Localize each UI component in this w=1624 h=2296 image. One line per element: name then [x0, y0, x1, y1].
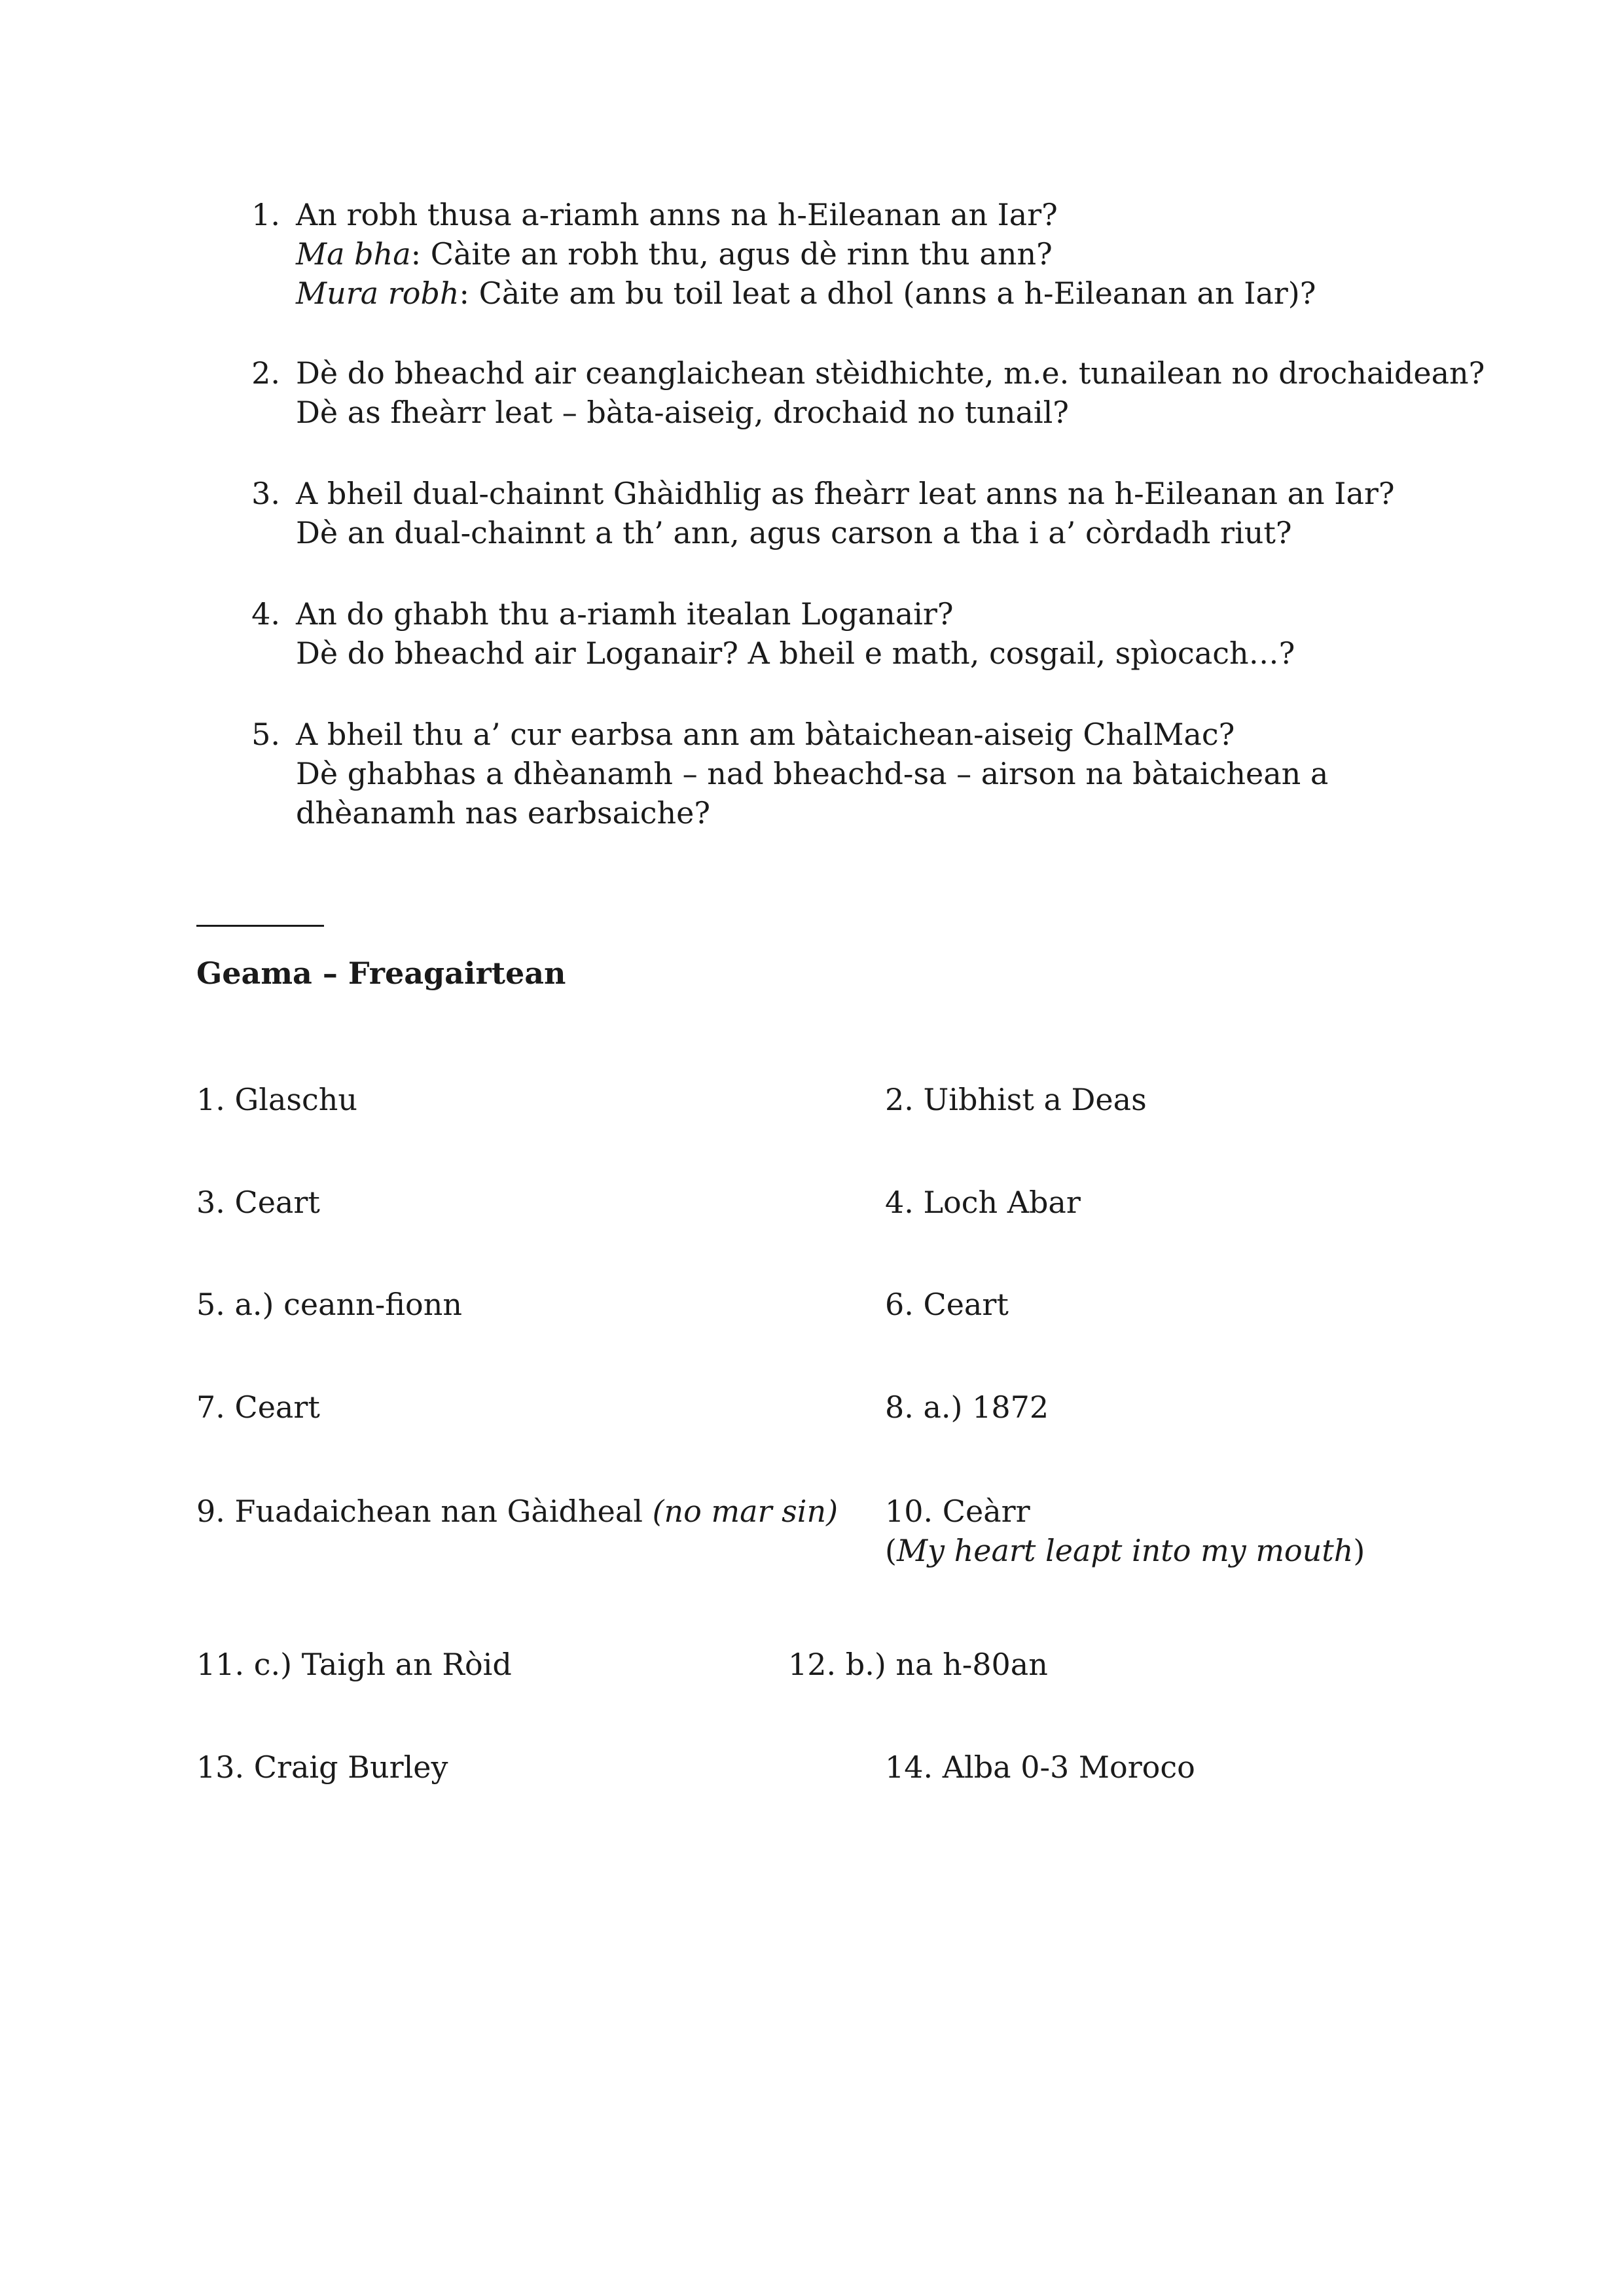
question-line: Dè ghabhas a dhèanamh – nad bheachd-sa – airson na bàtaichean a	[296, 756, 1329, 791]
section-divider	[196, 925, 324, 927]
answer-text: 10. Ceàrr	[885, 1494, 1030, 1529]
answer-item: 1. Glaschu	[196, 1082, 358, 1117]
answer-item: 5. a.) ceann-fionn	[196, 1287, 462, 1322]
answer-item: 2. Uibhist a Deas	[885, 1082, 1147, 1117]
question-number: 1.	[251, 197, 280, 232]
answer-item: 12. b.) na h-80an	[788, 1647, 1048, 1682]
answer-item	[196, 1492, 838, 1531]
question-number: 3.	[251, 476, 280, 511]
question-line: Dè do bheachd air Loganair? A bheil e math, cosgail, spìocach…?	[296, 636, 1295, 671]
paren-close: )	[1353, 1533, 1365, 1568]
question-line	[296, 234, 1487, 274]
question-line: Dè do bheachd air ceanglaichean stèidhichte, m.e. tunailean no drochaidean?	[296, 355, 1485, 391]
question-text	[296, 474, 1487, 552]
question-line-rest: : Càite am bu toil leat a dhol (anns a h-Eileanan an Iar)?	[459, 276, 1316, 311]
condition-label: Mura robh	[296, 276, 460, 311]
question-line: A bheil thu a’ cur earbsa ann am bàtaichean-aiseig ChalMac?	[296, 717, 1235, 752]
answer-item: 11. c.) Taigh an Ròid	[196, 1647, 512, 1682]
question-line: Dè as fheàrr leat – bàta-aiseig, drochaid no tunail?	[296, 395, 1069, 430]
question-line: An do ghabh thu a-riamh itealan Loganair?	[296, 596, 954, 632]
answer-item: 4. Loch Abar	[885, 1185, 1081, 1220]
question-text	[296, 715, 1487, 833]
answer-item: 3. Ceart	[196, 1185, 320, 1220]
question-text	[296, 594, 1487, 673]
answer-item: 6. Ceart	[885, 1287, 1009, 1322]
answer-text: 9. Fuadaichean nan Gàidheal	[196, 1494, 653, 1529]
answer-item	[885, 1492, 1365, 1570]
answer-note: (no mar sin)	[652, 1494, 839, 1529]
question-text	[296, 353, 1487, 432]
section-heading: Geama – Freagairtean	[196, 956, 566, 991]
paren-open: (	[885, 1533, 897, 1568]
answer-translation: My heart leapt into my mouth	[896, 1533, 1354, 1568]
question-line-rest: : Càite an robh thu, agus dè rinn thu ann?	[410, 236, 1053, 272]
question-line: dhèanamh nas earbsaiche?	[296, 795, 711, 831]
question-line	[296, 274, 1487, 313]
question-number: 5.	[251, 717, 280, 752]
question-number: 4.	[251, 596, 280, 632]
question-number: 2.	[251, 355, 280, 391]
answer-item: 14. Alba 0-3 Moroco	[885, 1749, 1195, 1785]
answer-item: 13. Craig Burley	[196, 1749, 448, 1785]
question-line: An robh thusa a-riamh anns na h-Eileanan an Iar?	[296, 197, 1058, 232]
condition-label: Ma bha	[296, 236, 411, 272]
question-line: A bheil dual-chainnt Ghàidhlig as fheàrr leat anns na h-Eileanan an Iar?	[296, 476, 1395, 511]
question-line: Dè an dual-chainnt a th’ ann, agus carson a tha i a’ còrdadh riut?	[296, 515, 1292, 550]
answer-item: 8. a.) 1872	[885, 1390, 1049, 1425]
question-text	[296, 195, 1487, 313]
answer-item: 7. Ceart	[196, 1390, 320, 1425]
answer-note	[885, 1531, 1365, 1570]
